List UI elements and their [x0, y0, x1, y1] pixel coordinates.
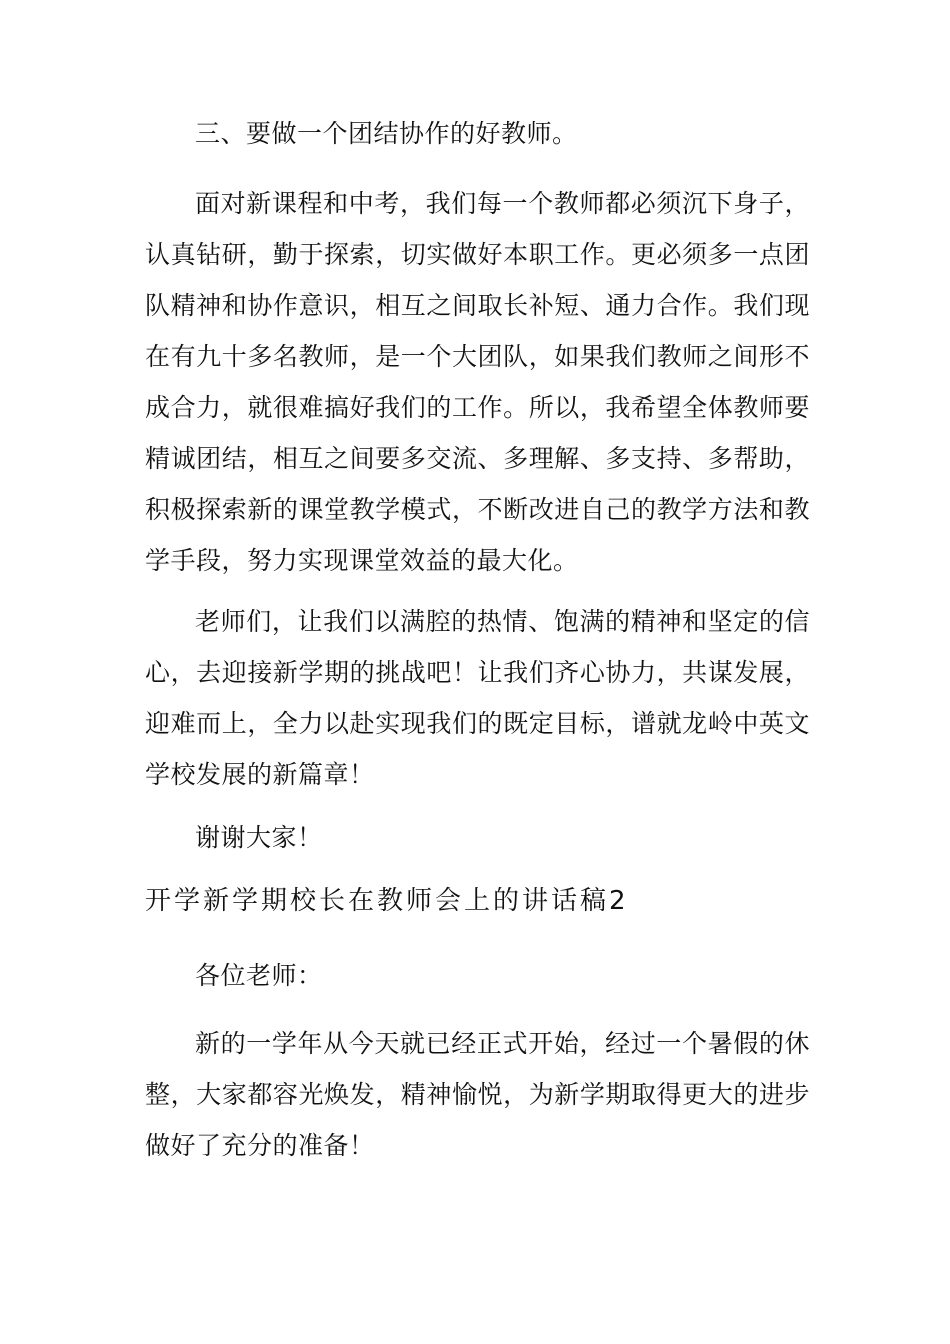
greeting-paragraph: 各位老师：	[195, 961, 323, 990]
section-three-title: 三、要做一个团结协作的好教师。	[195, 119, 578, 148]
thanks-paragraph: 谢谢大家！	[195, 823, 323, 852]
teamwork-paragraph: 面对新课程和中考，我们每一个教师都必须沉下身子，认真钻研，勤于探索，切实做好本职工作。更必须多一点团队精神和协作意识，相互之间取长补短、通力合作。我们现在有九十多名教师，是一个大团队，如果我们教师之间形不成合力，就很难搞好我们的工作。所以，我希望全体教师要精诚团结，相互之间要多交流、多理解、多支持、多帮助，积极探索新的课堂教学模式，不断改进自己的教学方法和教学手段，努力实现课堂效益的最大化。	[145, 189, 810, 575]
speech-heading: 开学新学期校长在教师会上的讲话稿2	[145, 886, 629, 916]
closing-paragraph: 老师们，让我们以满腔的热情、饱满的精神和坚定的信心，去迎接新学期的挑战吧！让我们齐心协力，共谋发展，迎难而上，全力以赴实现我们的既定目标，谱就龙岭中英文学校发展的新篇章！	[145, 607, 810, 789]
new-year-paragraph: 新的一学年从今天就已经正式开始，经过一个暑假的休整，大家都容光焕发，精神愉悦，为新学期取得更大的进步做好了充分的准备！	[145, 1029, 810, 1160]
